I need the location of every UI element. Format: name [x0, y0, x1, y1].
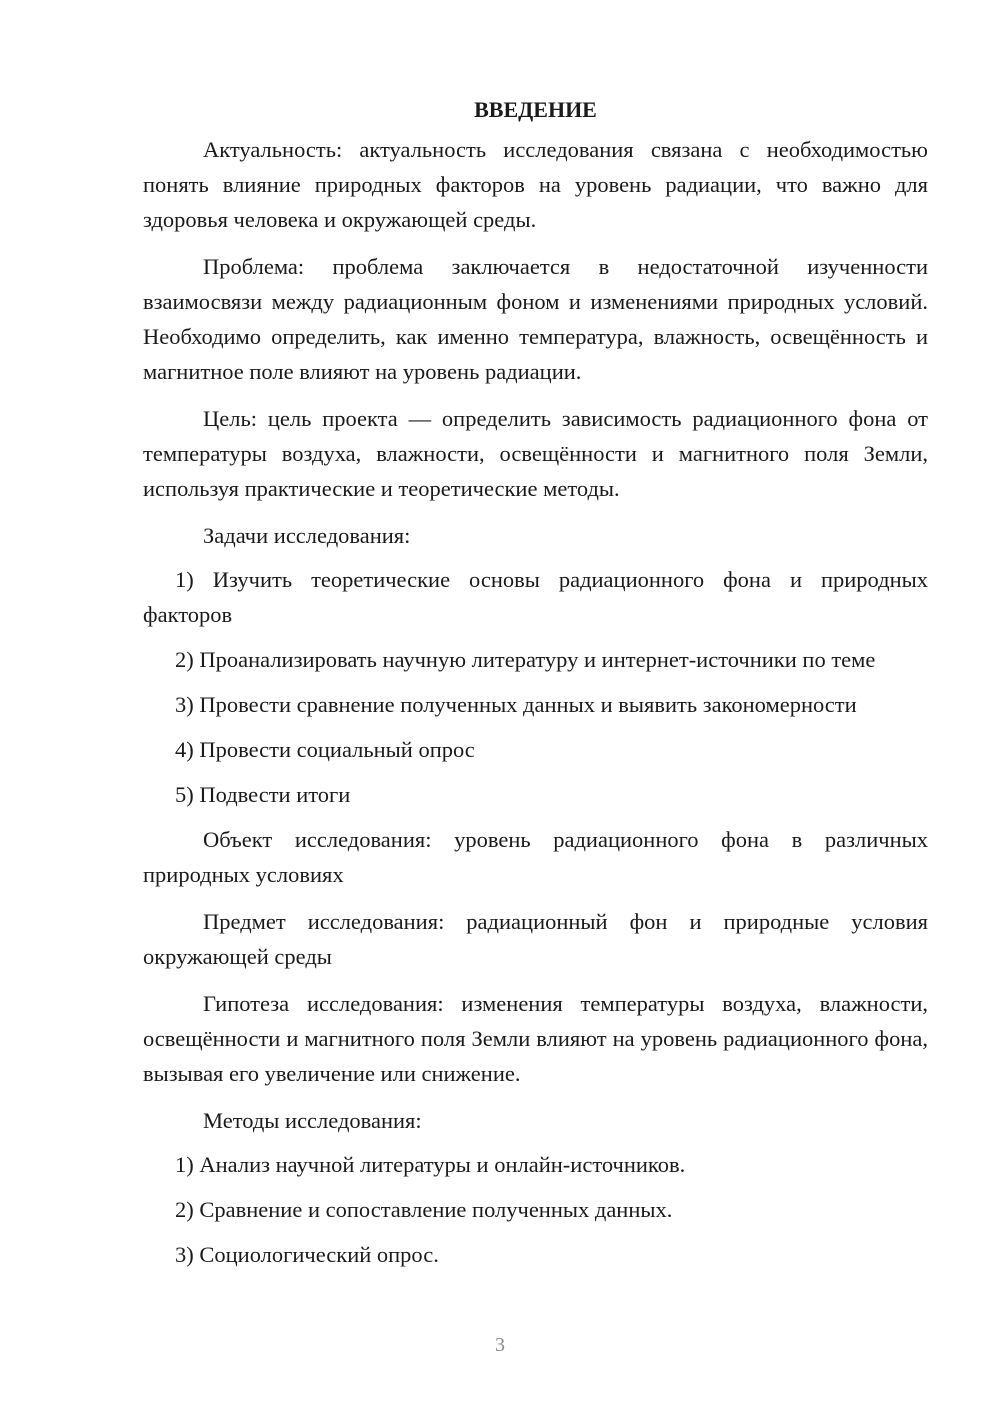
page-title: ВВЕДЕНИЕ — [474, 97, 597, 122]
method-item: 3) Социологический опрос. — [175, 1242, 439, 1267]
hypothesis-paragraph: Гипотеза исследования: изменения температуры воздуха, влажности, освещённости и магнитного поля Земли влияют на уровень радиационного фона, вызывая его увеличение или снижение. — [143, 991, 928, 1086]
object-paragraph: Объект исследования: уровень радиационного фона в различных природных условиях — [143, 827, 928, 887]
method-item: 2) Сравнение и сопоставление полученных данных. — [175, 1197, 673, 1222]
page-number: 3 — [495, 1334, 505, 1356]
relevance-paragraph: Актуальность: актуальность исследования связана с необходимостью понять влияние природных факторов на уровень радиации, что важно для здоровья человека и окружающей среды. — [143, 137, 928, 232]
goal-paragraph: Цель: цель проекта — определить зависимость радиационного фона от температуры воздуха, влажности, освещённости и магнитного поля Земли, используя практические и теоретические методы. — [143, 406, 928, 501]
subject-paragraph: Предмет исследования: радиационный фон и природные условия окружающей среды — [143, 909, 928, 969]
methods-heading: Методы исследования: — [203, 1108, 422, 1133]
problem-paragraph: Проблема: проблема заключается в недостаточной изученности взаимосвязи между радиационным фоном и изменениями природных условий. Необходимо определить, как именно температура, влажность, освещённость и магнитное поле влияют на уровень радиации. — [143, 254, 928, 384]
tasks-heading: Задачи исследования: — [203, 523, 411, 548]
task-item: 3) Провести сравнение полученных данных и выявить закономерности — [175, 692, 857, 717]
task-item: 2) Проанализировать научную литературу и интернет-источники по теме — [175, 647, 876, 672]
method-item: 1) Анализ научной литературы и онлайн-источников. — [175, 1152, 686, 1177]
task-item: 1) Изучить теоретические основы радиационного фона и природных факторов — [143, 567, 928, 627]
document-page — [143, 92, 928, 1282]
task-item: 5) Подвести итоги — [175, 782, 351, 807]
task-item: 4) Провести социальный опрос — [175, 737, 475, 762]
